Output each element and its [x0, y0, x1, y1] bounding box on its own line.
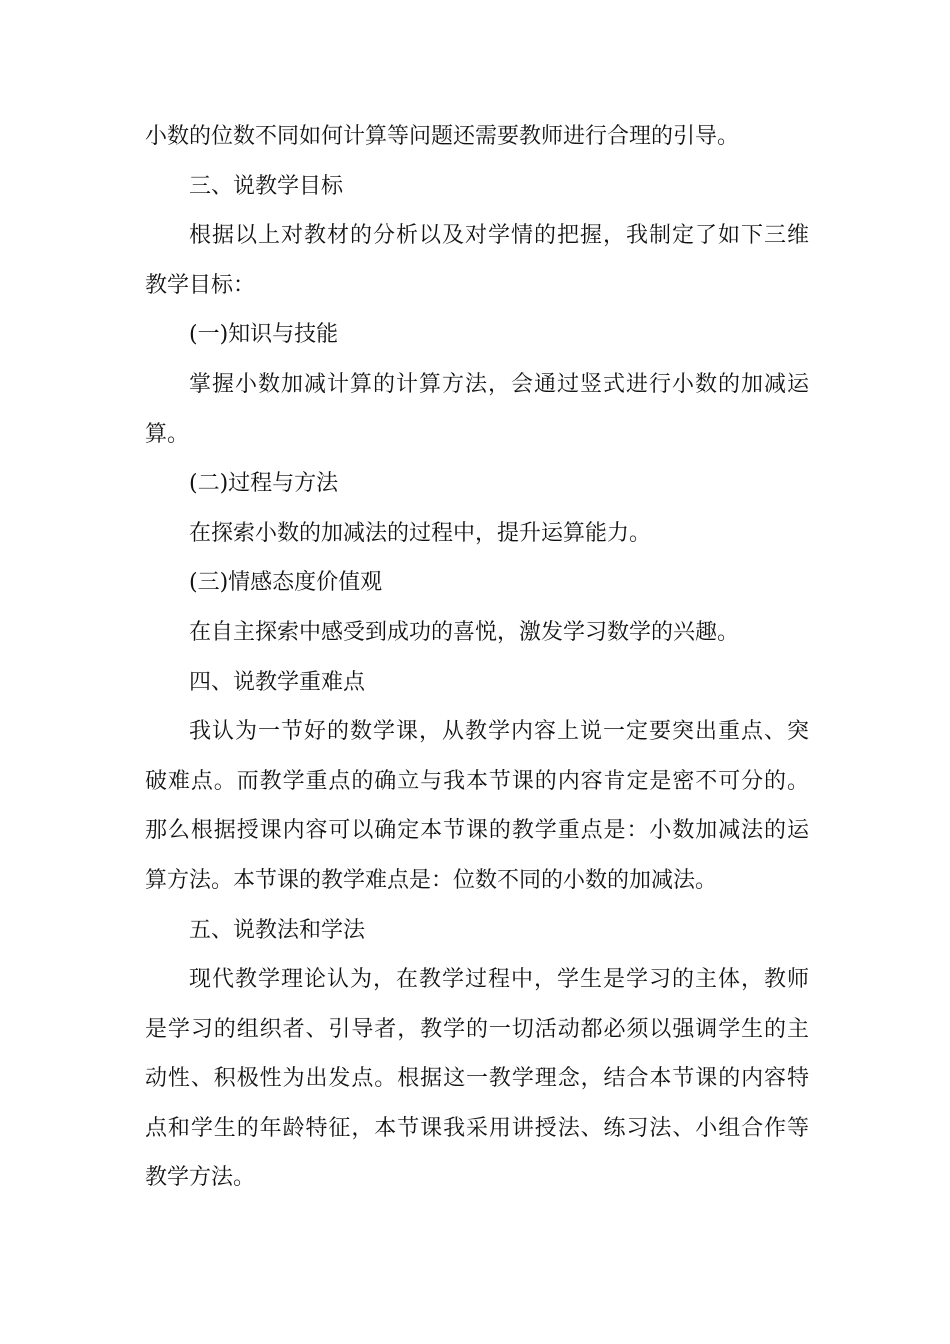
document-body — [145, 112, 809, 1203]
paragraph-line: 我认为一节好的数学课，从教学内容上说一定要突出重点、突 — [189, 719, 809, 745]
paragraph-line: 动性、积极性为出发点。根据这一教学理念，结合本节课的内容特 — [145, 1066, 809, 1092]
paragraph-line: 那么根据授课内容可以确定本节课的教学重点是：小数加减法的运 — [145, 818, 809, 844]
paragraph-line: 在探索小数的加减法的过程中，提升运算能力。 — [189, 520, 652, 546]
paragraph-line: 教学目标： — [145, 272, 256, 298]
paragraph-line: 算方法。本节课的教学难点是：位数不同的小数的加减法。 — [145, 867, 718, 893]
paragraph-line: 现代教学理论认为，在教学过程中，学生是学习的主体，教师 — [189, 967, 809, 993]
section-heading-teaching-methods: 五、说教法和学法 — [189, 917, 366, 943]
subheading-emotion-values: (三)情感态度价值观 — [189, 570, 383, 596]
section-heading-teaching-goals: 三、说教学目标 — [189, 173, 344, 199]
paragraph-line: 破难点。而教学重点的确立与我本节课的内容肯定是密不可分的。 — [145, 768, 809, 794]
paragraph-line: 算。 — [145, 421, 190, 447]
subheading-process-method: (二)过程与方法 — [189, 471, 339, 497]
paragraph-line: 小数的位数不同如何计算等问题还需要教师进行合理的引导。 — [145, 124, 740, 149]
subheading-knowledge-skills: (一)知识与技能 — [189, 322, 339, 348]
paragraph-line: 是学习的组织者、引导者，教学的一切活动都必须以强调学生的主 — [145, 1016, 809, 1042]
paragraph-line: 教学方法。 — [145, 1165, 256, 1191]
paragraph-line: 点和学生的年龄特征，本节课我采用讲授法、练习法、小组合作等 — [145, 1115, 809, 1141]
paragraph-line: 在自主探索中感受到成功的喜悦，激发学习数学的兴趣。 — [189, 619, 740, 645]
paragraph-line: 根据以上对教材的分析以及对学情的把握，我制定了如下三维 — [189, 223, 809, 249]
paragraph-line: 掌握小数加减计算的计算方法，会通过竖式进行小数的加减运 — [189, 371, 809, 397]
section-heading-key-difficulties: 四、说教学重难点 — [189, 669, 366, 695]
